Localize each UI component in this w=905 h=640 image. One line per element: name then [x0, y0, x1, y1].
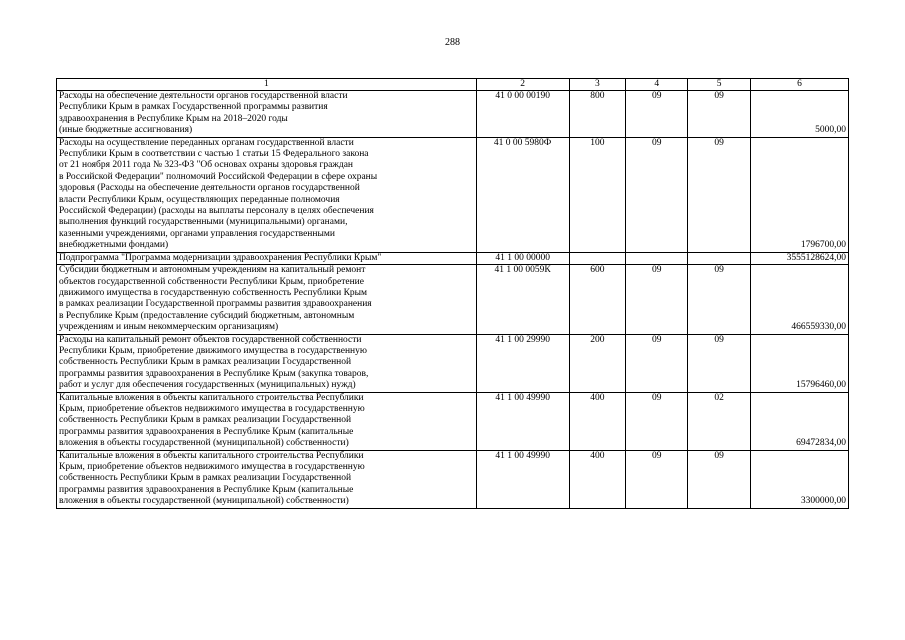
row-col4: 09: [626, 334, 688, 392]
table-row: [57, 334, 849, 392]
row-description: Расходы на капитальный ремонт объектов государственной собственности Республики Крым, приобретение движимого имущества в государственную собственность Республики Крым в рамках реализации Государственной программы развития здравоохранения в Республике Крым (закупка товаров, работ и услуг для обеспечения государственных (муниципальных) нужд): [57, 334, 477, 392]
table-row: [57, 91, 849, 138]
row-code: 41 1 00 00000: [476, 252, 569, 264]
row-description: Субсидии бюджетным и автономным учреждениям на капитальный ремонт объектов государственной собственности Республики Крым, приобретение движимого имущества в государственную собственность Республики Крым в рамках реализации Государственной программы развития здравоохранения в Республике Крым (предоставление субсидий бюджетным, автономным учреждениям и иным некоммерческим организациям): [57, 265, 477, 334]
row-col4: 09: [626, 91, 688, 138]
row-col5: 09: [688, 450, 751, 508]
header-cell-4: 4: [626, 79, 688, 91]
row-amount: 1796700,00: [751, 137, 849, 252]
header-cell-5: 5: [688, 79, 751, 91]
row-description: Капитальные вложения в объекты капитального строительства Республики Крым, приобретение объектов недвижимого имущества в государственную собственность Республики Крым в рамках реализации Государственной программы развития здравоохранения в Республике Крым (капитальные вложения в объекты государственной (муниципальной) собственности): [57, 450, 477, 508]
row-col3: 400: [569, 392, 626, 450]
row-description: Расходы на осуществление переданных органам государственной власти Республики Крым в соответствии с частью 1 статьи 15 Федерального закона от 21 ноября 2011 года № 323-ФЗ "Об основах охраны здоровья граждан в Российской Федерации" полномочий Российской Федерации в сфере охраны здоровья (Расходы на обеспечение деятельности органов государственной власти Республики Крым, осуществляющих переданные полномочия Российской Федерации) (расходы на выплаты персоналу в целях обеспечения выполнения функций государственными (муниципальными) органами, казенными учреждениями, органами управления государственными внебюджетными фондами): [57, 137, 477, 252]
row-col5: 09: [688, 91, 751, 138]
row-amount: 3300000,00: [751, 450, 849, 508]
table-header-row: [57, 79, 849, 91]
row-code: 41 0 00 00190: [476, 91, 569, 138]
row-amount: 15796460,00: [751, 334, 849, 392]
row-col4: 09: [626, 392, 688, 450]
header-cell-1: 1: [57, 79, 477, 91]
row-col3: [569, 252, 626, 264]
row-col5: 09: [688, 265, 751, 334]
row-amount: 5000,00: [751, 91, 849, 138]
row-col4: [626, 252, 688, 264]
row-col5: 09: [688, 137, 751, 252]
table-row: [57, 252, 849, 264]
page-number: 288: [445, 37, 460, 48]
row-description: Расходы на обеспечение деятельности органов государственной власти Республики Крым в рамках Государственной программы развития здравоохранения в Республике Крым на 2018–2020 годы (иные бюджетные ассигнования): [57, 91, 477, 138]
row-col4: 09: [626, 265, 688, 334]
table-row: [57, 137, 849, 252]
table-row: [57, 265, 849, 334]
row-col3: 800: [569, 91, 626, 138]
row-code: 41 1 00 49990: [476, 450, 569, 508]
row-col3: 200: [569, 334, 626, 392]
header-cell-6: 6: [751, 79, 849, 91]
row-code: 41 1 00 0059К: [476, 265, 569, 334]
table-row: [57, 392, 849, 450]
row-col5: 09: [688, 334, 751, 392]
header-cell-2: 2: [476, 79, 569, 91]
header-cell-3: 3: [569, 79, 626, 91]
row-col4: 09: [626, 450, 688, 508]
row-amount: 69472834,00: [751, 392, 849, 450]
budget-table: [56, 78, 849, 509]
row-description: Подпрограмма "Программа модернизации здравоохранения Республики Крым": [57, 252, 477, 264]
row-col3: 400: [569, 450, 626, 508]
row-col5: 02: [688, 392, 751, 450]
row-code: 41 0 00 5980Ф: [476, 137, 569, 252]
row-description: Капитальные вложения в объекты капитального строительства Республики Крым, приобретение объектов недвижимого имущества в государственную собственность Республики Крым в рамках реализации Государственной программы развития здравоохранения в Республике Крым (капитальные вложения в объекты государственной (муниципальной) собственности): [57, 392, 477, 450]
table-row: [57, 450, 849, 508]
row-code: 41 1 00 49990: [476, 392, 569, 450]
row-col4: 09: [626, 137, 688, 252]
row-col3: 600: [569, 265, 626, 334]
row-amount: 3555128624,00: [751, 252, 849, 264]
row-col3: 100: [569, 137, 626, 252]
row-amount: 466559330,00: [751, 265, 849, 334]
row-code: 41 1 00 29990: [476, 334, 569, 392]
row-col5: [688, 252, 751, 264]
